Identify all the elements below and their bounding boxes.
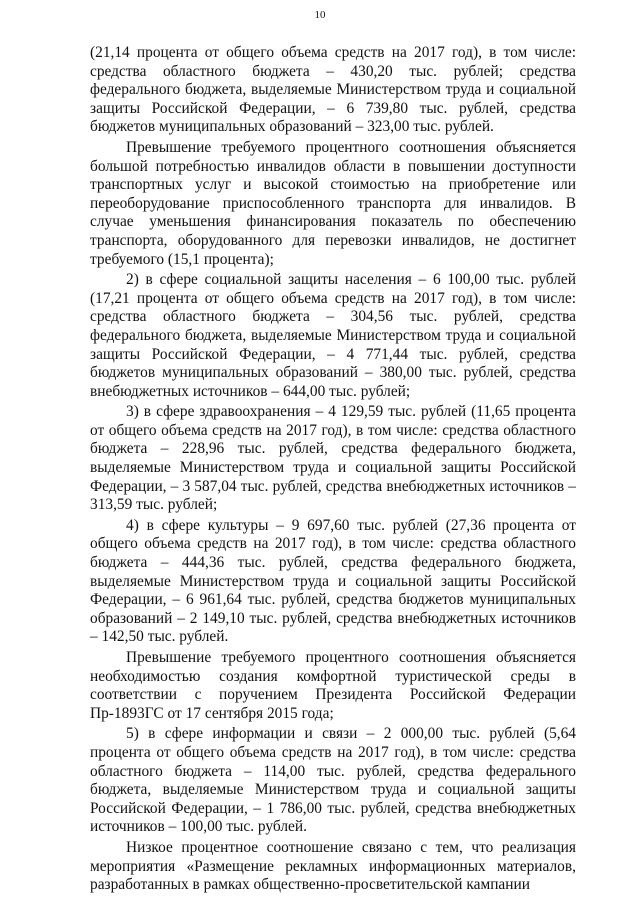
paragraph-information: 5) в сфере информации и связи – 2 000,00 тыс. рублей (5,64 процента от общего объема средств на 2017 год), в том числе: средства областного бюджета – 114,00 тыс. рублей, средства федерального бюджета, выделяемые Министерством труда и социальной защиты Российской Федерации, – 1 786,00 тыс. рублей, средства внебюджетных источников – 100,00 тыс. рублей. (90, 725, 576, 836)
document-body (90, 44, 576, 897)
paragraph-culture: 4) в сфере культуры – 9 697,60 тыс. рублей (27,36 процента от общего объема средств на 2017 год), в том числе: средства областного бюджета – 444,36 тыс. рублей, средства федерального бюджета, выделяемые Министерством труда и социальной защиты Российской Федерации, – 6 961,64 тыс. рублей, средства бюджетов муниципальных образований – 2 149,10 тыс. рублей, средства внебюджетных источников – 142,50 тыс. рублей. (90, 516, 576, 646)
paragraph-information-explanation: Низкое процентное соотношение связано с тем, что реализация мероприятия «Размещение рекламных информационных материалов, разработанных в рамках общественно-просветительской кампании (90, 838, 576, 894)
paragraph-healthcare: 3) в сфере здравоохранения – 4 129,59 тыс. рублей (11,65 процента от общего объема средств на 2017 год), в том числе: средства областного бюджета – 228,96 тыс. рублей, средства федерального бюджета, выделяемые Министерством труда и социальной защиты Российской Федерации, – 3 587,04 тыс. рублей, средства внебюджетных источников – 313,59 тыс. рублей; (90, 403, 576, 514)
paragraph-transport-explanation: Превышение требуемого процентного соотношения объясняется большой потребностью инвалидов области в повышении доступности транспортных услуг и высокой стоимостью на приобретение или переоборудование приспособленного транспорта для инвалидов. В случае уменьшения финансирования показатель по обеспечению транспорта, оборудованного для перевозки инвалидов, не достигнет требуемого (15,1 процента); (90, 138, 576, 268)
page-number: 10 (314, 9, 326, 21)
paragraph-social-protection: 2) в сфере социальной защиты населения – 6 100,00 тыс. рублей (17,21 процента от общего объема средств на 2017 год), в том числе: средства областного бюджета – 304,56 тыс. рублей, средства федерального бюджета, выделяемые Министерством труда и социальной защиты Российской Федерации, – 4 771,44 тыс. рублей, средства бюджетов муниципальных образований – 380,00 тыс. рублей, средства внебюджетных источников – 644,00 тыс. рублей; (90, 271, 576, 400)
paragraph-continuation: (21,14 процента от общего объема средств на 2017 год), в том числе: средства областного бюджета – 430,20 тыс. рублей; средства федерального бюджета, выделяемые Министерством труда и социальной защиты Российской Федерации, – 6 739,80 тыс. рублей, средства бюджетов муниципальных образований – 323,00 тыс. рублей. (90, 44, 576, 136)
paragraph-culture-explanation: Превышение требуемого процентного соотношения объясняется необходимостью создания комфортной туристической среды в соответствии с поручением Президента Российской Федерации Пр-1893ГС от 17 сентября 2015 года; (90, 649, 576, 722)
